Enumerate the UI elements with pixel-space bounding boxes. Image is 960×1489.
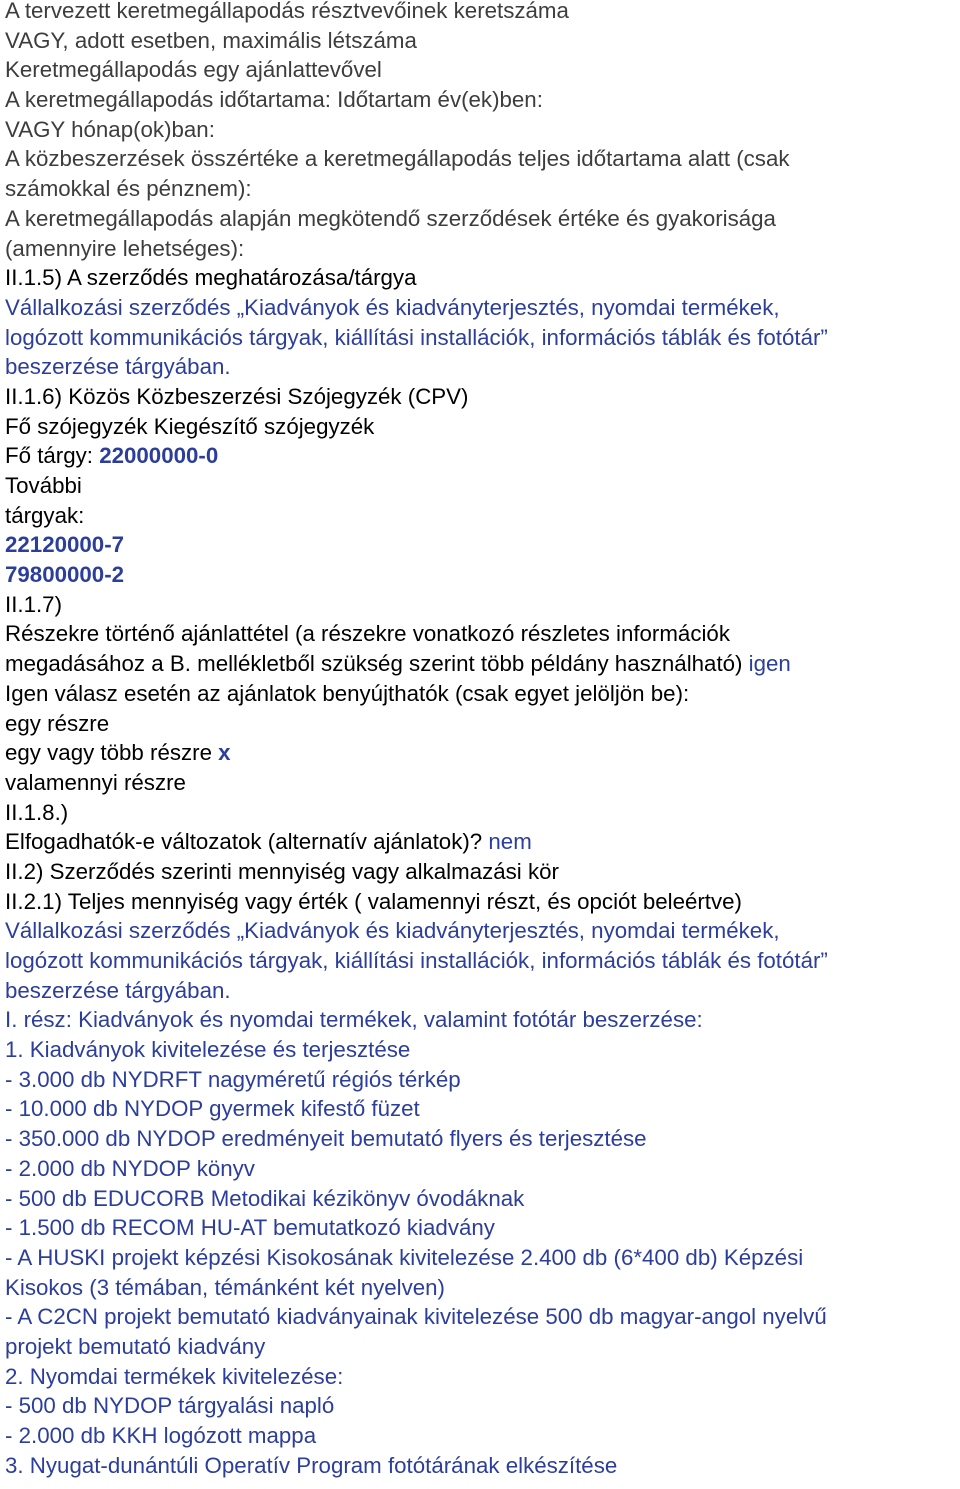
text-line xyxy=(5,590,960,620)
text-segment: Fő tárgy: xyxy=(5,443,100,469)
text-line xyxy=(5,1391,960,1421)
text-segment: logózott kommunikációs tárgyak, kiállítási installációk, információs táblák és fotótár” xyxy=(5,948,828,973)
text-segment: x xyxy=(218,740,231,766)
text-segment: További xyxy=(5,473,82,498)
text-line xyxy=(5,1184,960,1214)
text-line xyxy=(5,234,960,264)
text-segment: - 2.000 db NYDOP könyv xyxy=(5,1155,255,1181)
text-segment: tárgyak: xyxy=(5,502,85,528)
text-segment: Kisokos (3 témában, témánként két nyelven) xyxy=(5,1274,445,1300)
text-line xyxy=(5,55,960,85)
text-line xyxy=(5,946,960,976)
text-line xyxy=(5,530,960,560)
text-line xyxy=(5,1035,960,1065)
text-segment: igen xyxy=(748,651,791,677)
text-line xyxy=(5,649,960,679)
text-segment: 2. Nyomdai termékek kivitelezése: xyxy=(5,1363,344,1389)
text-line xyxy=(5,26,960,56)
text-segment: II.1.7) xyxy=(5,591,63,617)
text-line xyxy=(5,263,960,293)
text-segment: A tervezett keretmegállapodás résztvevőinek keretszáma xyxy=(5,0,569,23)
text-line xyxy=(5,916,960,946)
text-line xyxy=(5,441,960,471)
text-line xyxy=(5,709,960,739)
text-segment: Igen válasz esetén az ajánlatok benyújthatók (csak egyet jelöljön be): xyxy=(5,680,690,706)
text-line xyxy=(5,1005,960,1035)
text-segment: Elfogadhatók-e változatok (alternatív ajánlatok)? xyxy=(5,829,489,855)
text-segment: projekt bemutató kiadvány xyxy=(5,1333,266,1359)
text-line xyxy=(5,501,960,531)
text-segment: - 350.000 db NYDOP eredményeit bemutató flyers és terjesztése xyxy=(5,1126,647,1152)
text-segment: II.1.6) Közös Közbeszerzési Szójegyzék (CPV) xyxy=(5,383,469,409)
text-segment: (amennyire lehetséges): xyxy=(5,235,245,261)
text-line xyxy=(5,293,960,323)
text-segment: - 1.500 db RECOM HU-AT bemutatkozó kiadvány xyxy=(5,1215,495,1241)
text-line xyxy=(5,1124,960,1154)
text-line xyxy=(5,115,960,145)
text-segment: - 500 db NYDOP tárgyalási napló xyxy=(5,1393,335,1419)
text-segment: I. rész: Kiadványok és nyomdai termékek, valamint fotótár beszerzése: xyxy=(5,1007,703,1033)
text-segment: - 10.000 db NYDOP gyermek kifestő füzet xyxy=(5,1096,420,1122)
text-line xyxy=(5,382,960,412)
text-segment: A közbeszerzések összértéke a keretmegállapodás teljes időtartama alatt (csak xyxy=(5,146,790,172)
text-line xyxy=(5,1065,960,1095)
text-line xyxy=(5,323,960,353)
text-segment: Keretmegállapodás egy ajánlattevővel xyxy=(5,57,382,83)
text-line xyxy=(5,85,960,115)
text-segment: A keretmegállapodás alapján megkötendő szerződések értéke és gyakorisága xyxy=(5,205,776,231)
text-segment: beszerzése tárgyában. xyxy=(5,977,231,1003)
text-segment: - 2.000 db KKH logózott mappa xyxy=(5,1423,317,1448)
text-segment: - 3.000 db NYDRFT nagyméretű régiós térkép xyxy=(5,1066,461,1092)
text-line xyxy=(5,798,960,828)
text-line xyxy=(5,144,960,174)
text-line xyxy=(5,0,960,26)
text-line xyxy=(5,412,960,442)
text-segment: A keretmegállapodás időtartama: Időtartam év(ek)ben: xyxy=(5,87,543,113)
text-segment: II.1.5) A szerződés meghatározása/tárgya xyxy=(5,265,417,291)
text-segment: Vállalkozási szerződés „Kiadványok és kiadványterjesztés, nyomdai termékek, xyxy=(5,294,780,320)
text-line xyxy=(5,1213,960,1243)
text-segment: nem xyxy=(488,829,532,855)
text-segment: VAGY, adott esetben, maximális létszáma xyxy=(5,27,417,53)
text-line xyxy=(5,768,960,798)
text-line xyxy=(5,174,960,204)
text-line xyxy=(5,204,960,234)
text-segment: II.1.8.) xyxy=(5,799,69,825)
text-line xyxy=(5,1362,960,1392)
text-segment: Vállalkozási szerződés „Kiadványok és kiadványterjesztés, nyomdai termékek, xyxy=(5,918,780,944)
text-segment: - 500 db EDUCORB Metodikai kézikönyv óvodáknak xyxy=(5,1185,525,1211)
text-line xyxy=(5,1243,960,1273)
text-segment: egy vagy több részre xyxy=(5,740,219,766)
text-segment: 22120000-7 xyxy=(5,532,125,558)
text-line xyxy=(5,976,960,1006)
text-line xyxy=(5,679,960,709)
text-segment: II.2.1) Teljes mennyiség vagy érték ( valamennyi részt, és opciót beleértve) xyxy=(5,888,742,914)
text-segment: - A C2CN projekt bemutató kiadványainak kivitelezése 500 db magyar-angol nyelvű xyxy=(5,1304,827,1330)
text-segment: egy részre xyxy=(5,710,110,736)
text-segment: számokkal és pénznem): xyxy=(5,176,252,202)
text-segment: VAGY hónap(ok)ban: xyxy=(5,116,215,142)
text-line xyxy=(5,857,960,887)
text-segment: 79800000-2 xyxy=(5,562,125,588)
text-line xyxy=(5,1421,960,1451)
text-line xyxy=(5,619,960,649)
text-segment: valamennyi részre xyxy=(5,769,186,795)
text-segment: Részekre történő ajánlattétel (a részekre vonatkozó részletes információk xyxy=(5,621,730,647)
text-segment: - A HUSKI projekt képzési Kisokosának kivitelezése 2.400 db (6*400 db) Képzési xyxy=(5,1244,804,1270)
text-segment: 22000000-0 xyxy=(99,443,219,469)
text-segment: beszerzése tárgyában. xyxy=(5,354,231,380)
text-line xyxy=(5,1302,960,1332)
text-line xyxy=(5,827,960,857)
text-line xyxy=(5,738,960,768)
text-segment: megadásához a B. mellékletből szükség szerint több példány használható) xyxy=(5,651,749,677)
text-segment: II.2) Szerződés szerinti mennyiség vagy alkalmazási kör xyxy=(5,858,559,884)
text-segment: 1. Kiadványok kivitelezése és terjesztése xyxy=(5,1037,411,1063)
text-segment: Fő szójegyzék Kiegészítő szójegyzék xyxy=(5,413,375,439)
text-segment: 3. Nyugat-dunántúli Operatív Program fotótárának elkészítése xyxy=(5,1452,618,1478)
text-segment: logózott kommunikációs tárgyak, kiállítási installációk, információs táblák és fotótár” xyxy=(5,324,828,350)
text-line xyxy=(5,471,960,501)
text-line xyxy=(5,560,960,590)
text-line xyxy=(5,1154,960,1184)
text-line xyxy=(5,1451,960,1481)
text-line xyxy=(5,1094,960,1124)
text-line xyxy=(5,1332,960,1362)
text-line xyxy=(5,887,960,917)
text-line xyxy=(5,1273,960,1303)
text-line xyxy=(5,352,960,382)
